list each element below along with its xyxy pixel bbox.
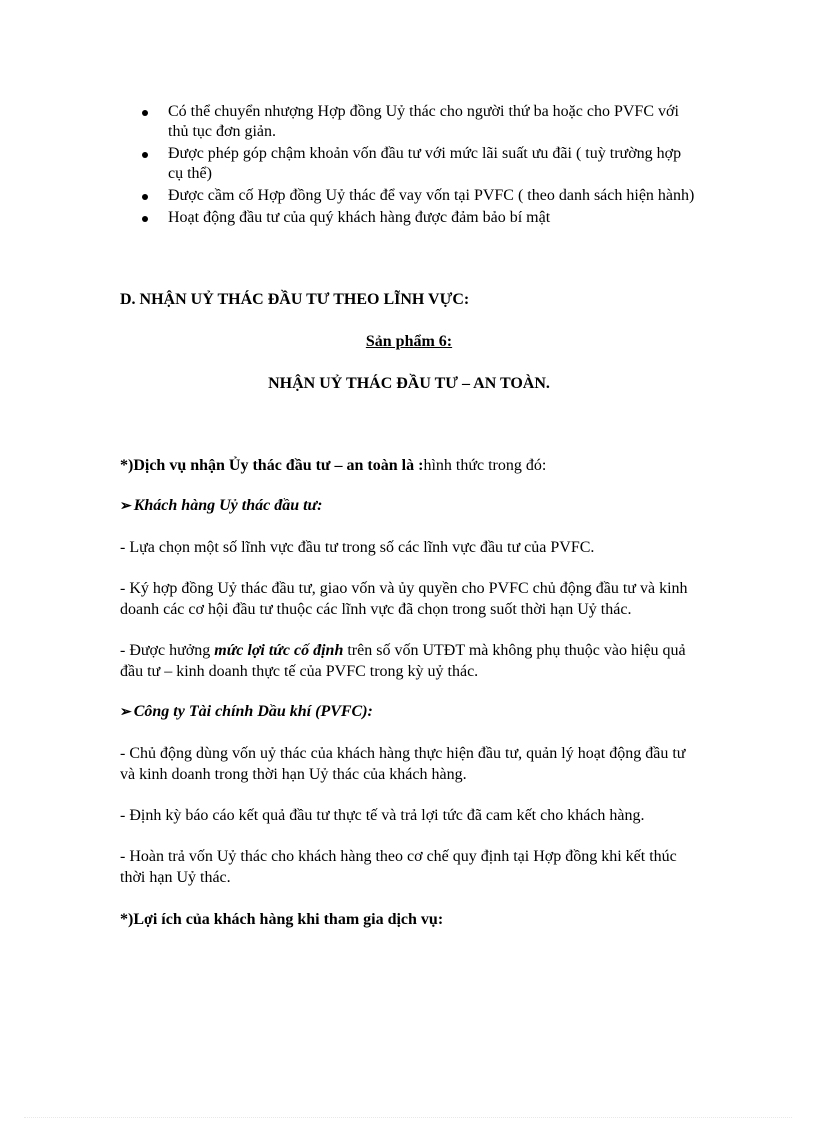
bullet-dot-icon [142, 194, 148, 200]
service-definition-bold: *)Dịch vụ nhận Ủy thác đầu tư – an toàn là : [120, 457, 424, 474]
company-heading-text: Công ty Tài chính Dầu khí (PVFC): [133, 703, 373, 720]
company-heading [120, 702, 698, 723]
bullet-dot-icon [142, 152, 148, 158]
service-definition [120, 456, 698, 476]
product-title: NHẬN UỶ THÁC ĐẦU TƯ – AN TOÀN. [268, 375, 550, 392]
company-item: - Định kỳ báo cáo kết quả đầu tư thực tế và trả lợi tức đã cam kết cho khách hàng. [120, 807, 645, 824]
client-heading-text: Khách hàng Uỷ thác đầu tư: [133, 497, 323, 514]
client-item-text: - Được hưởng [120, 642, 215, 659]
company-item: - Chủ động dùng vốn uỷ thác của khách hàng thực hiện đầu tư, quản lý hoạt động đầu tư và kinh doanh trong thời hạn Uỷ thác của khách hàng. [120, 745, 686, 783]
fixed-interest-emphasis: mức lợi tức cố định [214, 642, 344, 659]
bullet-item [120, 186, 698, 206]
document-body [120, 102, 698, 930]
client-item: - Lựa chọn một số lĩnh vực đầu tư trong số các lĩnh vực đầu tư của PVFC. [120, 539, 595, 556]
bullet-item [120, 144, 698, 184]
bullet-text: Hoạt động đầu tư của quý khách hàng được đảm bảo bí mật [168, 209, 551, 226]
client-item-text: trên số vốn UTĐT mà không phụ thuộc vào hiệu quả đầu tư – kinh doanh thực tế của PVFC trong kỳ uỷ thác. [120, 642, 686, 680]
bullet-item [120, 102, 698, 142]
section-heading: D. NHẬN UỶ THÁC ĐẦU TƯ THEO LĨNH VỰC: [120, 291, 470, 308]
service-definition-text: hình thức trong đó: [423, 457, 547, 474]
client-item: - Ký hợp đồng Uỷ thác đầu tư, giao vốn và ủy quyền cho PVFC chủ động đầu tư và kinh doanh các cơ hội đầu tư thuộc các lĩnh vực đã chọn trong suốt thời hạn Uỷ thác. [120, 580, 688, 618]
bullet-dot-icon [142, 216, 148, 222]
product-label: Sản phẩm 6: [365, 333, 453, 350]
client-heading [120, 496, 698, 517]
company-item: - Hoàn trả vốn Uỷ thác cho khách hàng theo cơ chế quy định tại Hợp đồng khi kết thúc thời hạn Uỷ thác. [120, 848, 677, 886]
client-item [120, 640, 698, 682]
bullet-text: Được cầm cố Hợp đồng Uỷ thác để vay vốn tại PVFC ( theo danh sách hiện hành) [168, 187, 695, 204]
arrow-bullet-icon: ➢ [120, 499, 132, 514]
bullet-text: Được phép góp chậm khoản vốn đầu tư với mức lãi suất ưu đãi ( tuỳ trường hợp cụ thể) [168, 145, 682, 182]
benefit-bullet-list [120, 102, 698, 228]
page-bottom-divider [24, 1117, 792, 1118]
arrow-bullet-icon: ➢ [120, 705, 132, 720]
bullet-text: Có thể chuyển nhượng Hợp đồng Uỷ thác cho người thứ ba hoặc cho PVFC với thủ tục đơn giản. [168, 103, 679, 140]
bullet-item [120, 208, 698, 228]
bullet-dot-icon [142, 110, 148, 116]
benefits-heading: *)Lợi ích của khách hàng khi tham gia dịch vụ: [120, 911, 444, 928]
